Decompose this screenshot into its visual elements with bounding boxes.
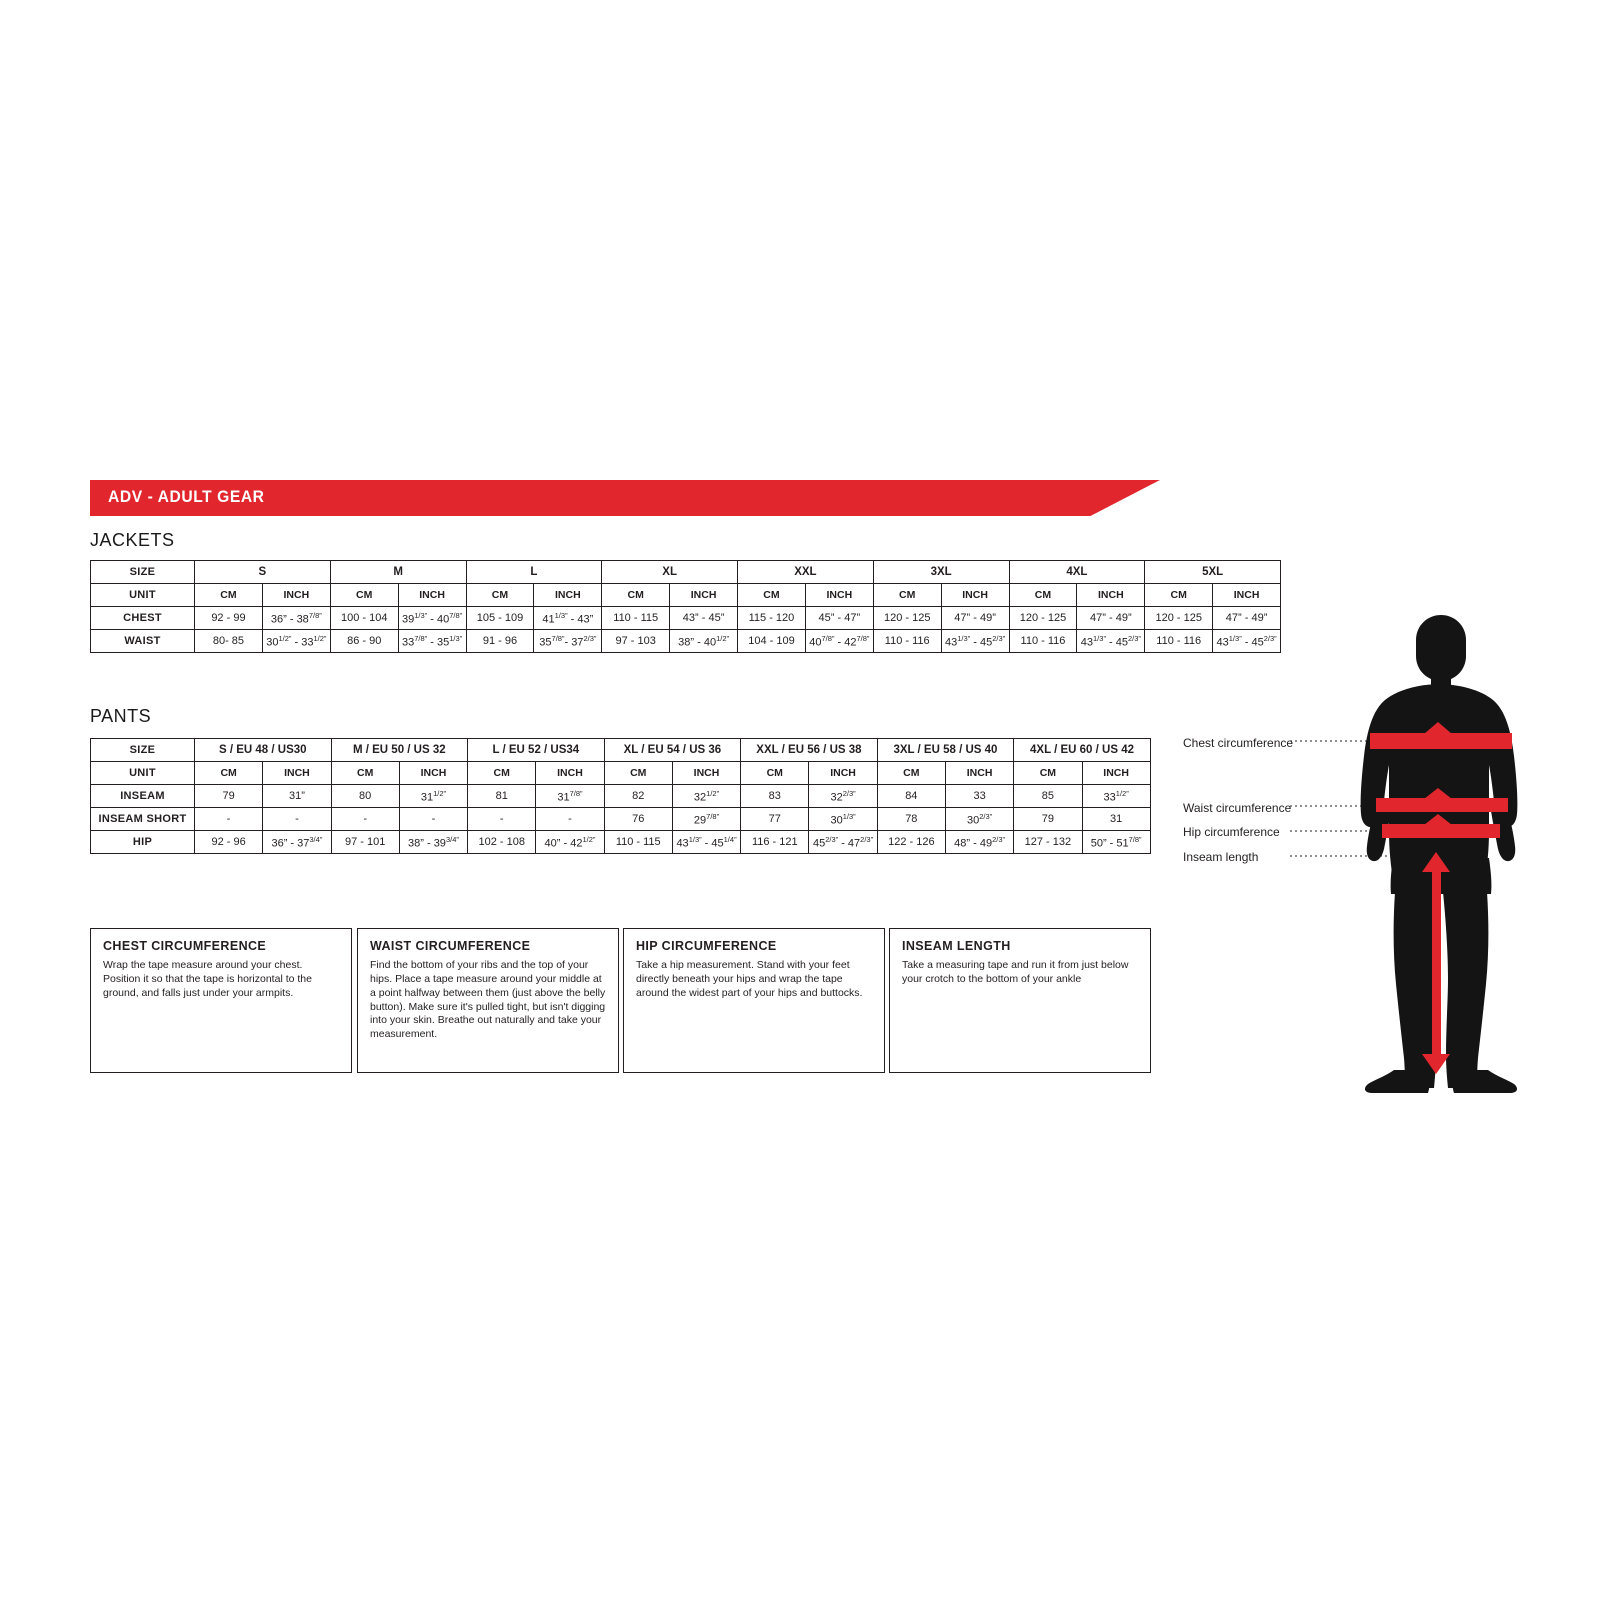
cell-hip: $43^{1/3”} - 45^{1/4”}$: [672, 831, 740, 854]
size-header-4: XXL: [738, 561, 874, 584]
cell-chest: 120 - 125: [1145, 607, 1213, 630]
unit-header: INCH: [399, 762, 467, 785]
unit-header: INCH: [1213, 584, 1281, 607]
banner-title: ADV - ADULT GEAR: [108, 487, 265, 506]
cell-waist: $40^{7/8”} - 42^{7/8”}$: [805, 630, 873, 653]
size-header-6: 4XL / EU 60 / US 42: [1014, 739, 1151, 762]
pants-section-title: PANTS: [90, 706, 152, 726]
unit-header: CM: [466, 584, 534, 607]
cell-waist: 38” - $40^{1/2”}$: [670, 630, 738, 653]
unit-header: CM: [195, 584, 263, 607]
cell-waist: 104 - 109: [738, 630, 806, 653]
cell-hip: 50” - $51^{7/8”}$: [1082, 831, 1150, 854]
cell-hip: 122 - 126: [877, 831, 945, 854]
cell-inseam: 82: [604, 785, 672, 808]
unit-header: CM: [604, 762, 672, 785]
cell-inseam: $33^{1/2”}$: [1082, 785, 1150, 808]
cell-chest: 105 - 109: [466, 607, 534, 630]
unit-header: CM: [877, 762, 945, 785]
cell-waist: $43^{1/3”} - 45^{2/3”}$: [1077, 630, 1145, 653]
size-header-5: 3XL / EU 58 / US 40: [877, 739, 1014, 762]
table-row: [91, 584, 1281, 607]
info-box-inseam-title: INSEAM LENGTH: [902, 939, 1011, 953]
table-row: [91, 808, 1151, 831]
cell-chest: 47” - 49”: [1077, 607, 1145, 630]
size-header-3: XL / EU 54 / US 36: [604, 739, 741, 762]
cell-hip: $45^{2/3”} - 47^{2/3”}$: [809, 831, 877, 854]
info-box-hip-title: HIP CIRCUMFERENCE: [636, 939, 777, 953]
cell-waist: $43^{1/3”} - 45^{2/3”}$: [1213, 630, 1281, 653]
info-box-waist-title: WAIST CIRCUMFERENCE: [370, 939, 531, 953]
cell-inseam: 84: [877, 785, 945, 808]
unit-header: INCH: [809, 762, 877, 785]
cell-hip: 36” - $37^{3/4”}$: [263, 831, 331, 854]
cell-chest: $39^{1/3”} - 40^{7/8”}$: [398, 607, 466, 630]
jackets-size-table: [90, 560, 1281, 653]
unit-header: CM: [331, 762, 399, 785]
size-header-2: L: [466, 561, 602, 584]
info-box-hip: [623, 928, 885, 1073]
cell-waist: 91 - 96: [466, 630, 534, 653]
info-box-chest-body: Wrap the tape measure around your chest. Position it so that the tape is horizontal to the ground, and falls just under your armpits.: [103, 959, 312, 999]
cell-hip: 110 - 115: [604, 831, 672, 854]
cell-inseam-short: $30^{2/3”}$: [945, 808, 1013, 831]
cell-inseam-short: -: [263, 808, 331, 831]
unit-header: INCH: [672, 762, 740, 785]
callout-inseam-length: Inseam length: [1183, 850, 1259, 864]
cell-hip: 97 - 101: [331, 831, 399, 854]
size-header-1: M / EU 50 / US 32: [331, 739, 468, 762]
info-box-waist: [357, 928, 619, 1073]
row-header-size: SIZE: [91, 561, 195, 584]
unit-header: CM: [1009, 584, 1077, 607]
cell-inseam: 81: [468, 785, 536, 808]
unit-header: INCH: [1082, 762, 1150, 785]
body-measurement-figure: [1170, 600, 1570, 1100]
unit-header: CM: [330, 584, 398, 607]
cell-chest: 92 - 99: [195, 607, 263, 630]
cell-waist: $30^{1/2”} - 33^{1/2”}$: [262, 630, 330, 653]
cell-inseam-short: 78: [877, 808, 945, 831]
callout-chest-circumference: Chest circumference: [1183, 736, 1294, 750]
unit-header: CM: [738, 584, 806, 607]
callout-hip-circumference: Hip circumference: [1183, 825, 1280, 839]
row-header-unit: UNIT: [91, 584, 195, 607]
cell-inseam: 85: [1014, 785, 1082, 808]
cell-hip: 38” - $39^{3/4”}$: [399, 831, 467, 854]
unit-header: INCH: [670, 584, 738, 607]
callout-waist-circumference: Waist circumference: [1183, 801, 1292, 815]
cell-hip: 48” - $49^{2/3”}$: [945, 831, 1013, 854]
cell-chest: 115 - 120: [738, 607, 806, 630]
row-header-inseam: INSEAM: [91, 785, 195, 808]
cell-inseam-short: $30^{1/3”}$: [809, 808, 877, 831]
unit-header: INCH: [1077, 584, 1145, 607]
cell-chest: $41^{1/3”} - 43$”: [534, 607, 602, 630]
cell-chest: 43” - 45”: [670, 607, 738, 630]
cell-inseam-short: -: [195, 808, 263, 831]
row-header-unit: UNIT: [91, 762, 195, 785]
cell-inseam: $31^{7/8”}$: [536, 785, 604, 808]
cell-inseam: 33: [945, 785, 1013, 808]
cell-hip: 92 - 96: [195, 831, 263, 854]
cell-inseam: 80: [331, 785, 399, 808]
size-header-0: S: [195, 561, 331, 584]
unit-header: INCH: [941, 584, 1009, 607]
row-header-size: SIZE: [91, 739, 195, 762]
cell-chest: 36” - $38^{7/8”}$: [262, 607, 330, 630]
size-header-0: S / EU 48 / US30: [195, 739, 332, 762]
unit-header: CM: [195, 762, 263, 785]
row-header-hip: HIP: [91, 831, 195, 854]
section-banner: [90, 480, 1160, 516]
table-row: [91, 739, 1151, 762]
cell-inseam-short: $29^{7/8”}$: [672, 808, 740, 831]
cell-waist: 80- 85: [195, 630, 263, 653]
cell-inseam-short: 76: [604, 808, 672, 831]
unit-header: INCH: [805, 584, 873, 607]
unit-header: INCH: [262, 584, 330, 607]
cell-inseam: $31^{1/2”}$: [399, 785, 467, 808]
cell-waist: 110 - 116: [873, 630, 941, 653]
unit-header: CM: [1145, 584, 1213, 607]
unit-header: INCH: [263, 762, 331, 785]
pants-size-table: [90, 738, 1151, 854]
info-box-chest-title: CHEST CIRCUMFERENCE: [103, 939, 267, 953]
unit-header: CM: [602, 584, 670, 607]
cell-inseam: $32^{1/2”}$: [672, 785, 740, 808]
size-header-4: XXL / EU 56 / US 38: [741, 739, 878, 762]
cell-hip: 102 - 108: [468, 831, 536, 854]
row-header-chest: CHEST: [91, 607, 195, 630]
cell-inseam: 83: [741, 785, 809, 808]
cell-inseam-short: -: [536, 808, 604, 831]
unit-header: CM: [873, 584, 941, 607]
unit-header: INCH: [536, 762, 604, 785]
size-header-2: L / EU 52 / US34: [468, 739, 605, 762]
cell-waist: $35^{7/8”}-$ $37^{2/3”}$: [534, 630, 602, 653]
cell-chest: 47” - 49”: [941, 607, 1009, 630]
row-header-inseam-short: INSEAM SHORT: [91, 808, 195, 831]
row-header-waist: WAIST: [91, 630, 195, 653]
unit-header: INCH: [398, 584, 466, 607]
unit-header: CM: [468, 762, 536, 785]
cell-waist: 110 - 116: [1009, 630, 1077, 653]
cell-chest: 110 - 115: [602, 607, 670, 630]
cell-inseam: 79: [195, 785, 263, 808]
table-row: [91, 561, 1281, 584]
unit-header: CM: [1014, 762, 1082, 785]
cell-chest: 120 - 125: [1009, 607, 1077, 630]
size-header-7: 5XL: [1145, 561, 1281, 584]
cell-waist: $33^{7/8”} - 35^{1/3”}$: [398, 630, 466, 653]
unit-header: CM: [741, 762, 809, 785]
cell-hip: 116 - 121: [741, 831, 809, 854]
table-row: [91, 762, 1151, 785]
size-header-3: XL: [602, 561, 738, 584]
cell-waist: 97 - 103: [602, 630, 670, 653]
info-box-chest: [90, 928, 352, 1073]
table-row: [91, 607, 1281, 630]
cell-inseam: $32^{2/3”}$: [809, 785, 877, 808]
info-box-inseam-body: Take a measuring tape and run it from just below your crotch to the bottom of your ankle: [902, 959, 1129, 985]
cell-inseam: 31”: [263, 785, 331, 808]
size-header-5: 3XL: [873, 561, 1009, 584]
info-box-inseam: [889, 928, 1151, 1073]
cell-inseam-short: -: [468, 808, 536, 831]
cell-inseam-short: 31: [1082, 808, 1150, 831]
cell-inseam-short: 79: [1014, 808, 1082, 831]
cell-hip: 40” - $42^{1/2”}$: [536, 831, 604, 854]
info-box-waist-body: Find the bottom of your ribs and the top of your hips. Place a tape measure around your middle at a point halfway between them (just above the belly button). Make sure it's pulled tight, but isn't digging into your skin. Breathe out naturally and take your measurement.: [370, 959, 606, 1041]
cell-waist: 86 - 90: [330, 630, 398, 653]
cell-waist: 110 - 116: [1145, 630, 1213, 653]
size-header-1: M: [330, 561, 466, 584]
table-row: [91, 785, 1151, 808]
size-header-6: 4XL: [1009, 561, 1145, 584]
jackets-section-title: JACKETS: [90, 530, 175, 550]
info-box-hip-body: Take a hip measurement. Stand with your feet directly beneath your hips and wrap the tape around the widest part of your hips and buttocks.: [636, 959, 863, 999]
cell-inseam-short: -: [331, 808, 399, 831]
unit-header: INCH: [945, 762, 1013, 785]
cell-chest: 120 - 125: [873, 607, 941, 630]
table-row: [91, 630, 1281, 653]
table-row: [91, 831, 1151, 854]
cell-chest: 100 - 104: [330, 607, 398, 630]
cell-inseam-short: 77: [741, 808, 809, 831]
unit-header: INCH: [534, 584, 602, 607]
cell-inseam-short: -: [399, 808, 467, 831]
cell-chest: 47” - 49”: [1213, 607, 1281, 630]
cell-chest: 45” - 47”: [805, 607, 873, 630]
cell-waist: $43^{1/3”} - 45^{2/3”}$: [941, 630, 1009, 653]
cell-hip: 127 - 132: [1014, 831, 1082, 854]
